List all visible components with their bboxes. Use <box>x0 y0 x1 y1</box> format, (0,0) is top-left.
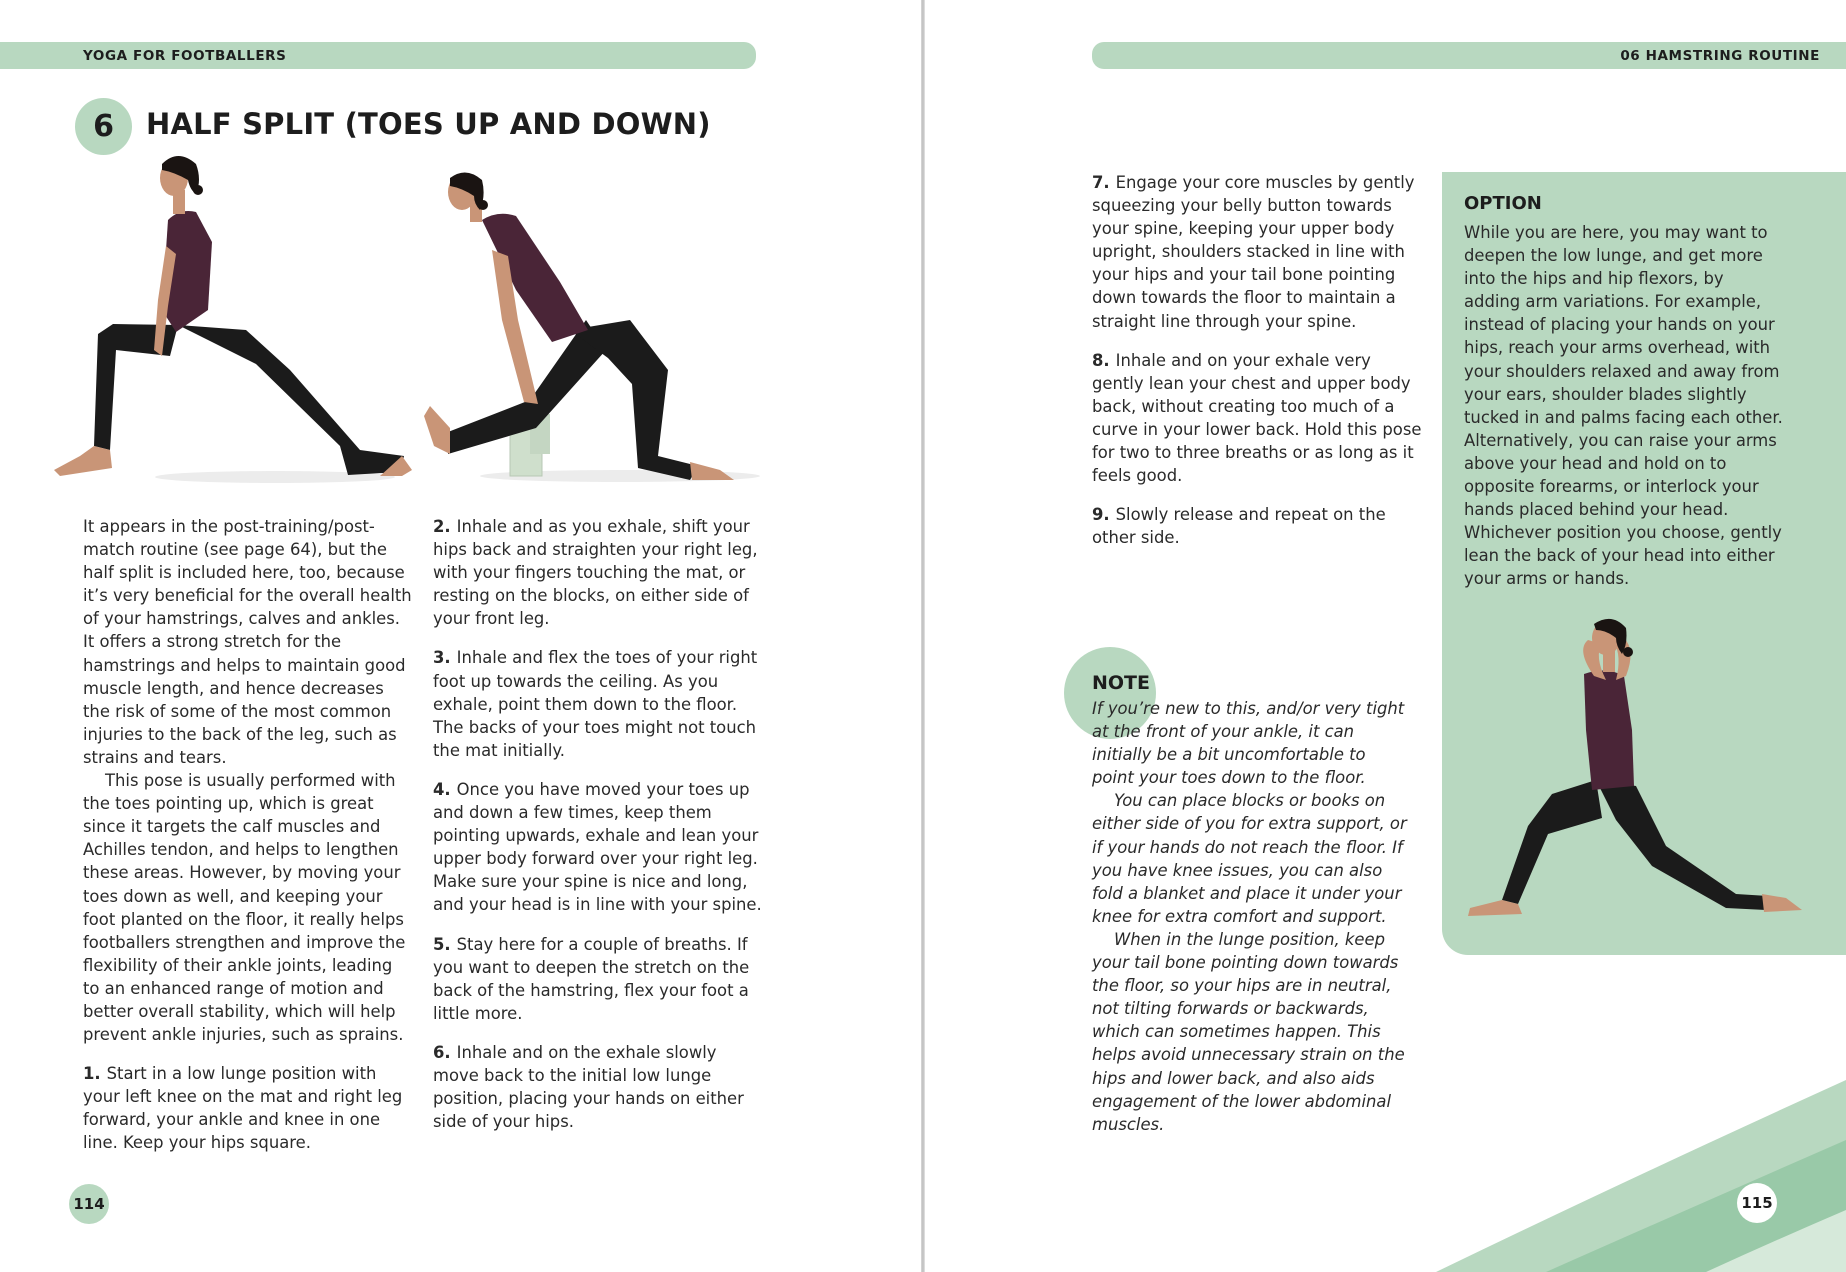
step-3: 3. Inhale and flex the toes of your right foot up towards the ceiling. As you exhale, point them down to the floor. The backs of your toes might not touch the mat initially. <box>433 648 758 760</box>
step-8: 8. Inhale and on your exhale very gently lean your chest and upper body back, without creating too much of a curve in your lower back. Hold this pose for two to three breaths or as long as it feels good. <box>1092 350 1422 486</box>
lunge-arms-behind-head-photo <box>1456 610 1816 930</box>
right-page <box>926 0 1846 1272</box>
page-number: 115 <box>1737 1183 1777 1223</box>
step-1: 1. Start in a low lunge position with your left knee on the mat and right leg forward, your ankle and knee in one line. Keep your hips square. <box>83 1064 403 1153</box>
step-2: 2. Inhale and as you exhale, shift your hips back and straighten your right leg, with your fingers touching the mat, or resting on the blocks, on either side of your front leg. <box>433 517 758 629</box>
step-number-badge: 6 <box>75 98 132 155</box>
note-paragraph: You can place blocks or books on either side of you for extra support, or if your hands do not reach the floor. If you have knee issues, you can also fold a blanket and place it under your knee for extra comfort and support. <box>1092 791 1407 926</box>
option-text: While you are here, you may want to deepen the low lunge, and get more into the hips and hip flexors, by adding arm variations. For example, instead of placing your hands on your hips, reach your arms overhead, with your shoulders relaxed and away from your ears, shoulder blades slightly tucked in and palms facing each other. Alternatively, you can raise your arms above your head and hold on to opposite forearms, or interlock your hands placed behind your head. Whichever position you choose, gently lean the back of your head into either your arms or hands. <box>1464 223 1783 589</box>
intro-column <box>83 515 413 1155</box>
step-4: 4. Once you have moved your toes up and down a few times, keep them pointing upwards, exhale and lean your upper body forward over your right leg. Make sure your spine is nice and long, and your head is in line with your spine. <box>433 779 762 915</box>
step-5: 5. Stay here for a couple of breaths. If you want to deepen the stretch on the back of the hamstring, flex your foot a little more. <box>433 934 750 1023</box>
book-gutter <box>921 0 925 1272</box>
note-title: NOTE <box>1092 672 1150 694</box>
right-header-text: 06 HAMSTRING ROUTINE <box>1620 48 1820 64</box>
option-title: OPTION <box>1464 193 1542 214</box>
intro-paragraph: It appears in the post-training/post-match routine (see page 64), but the half split is included here, too, because it’s very beneficial for the overall health of your hamstrings, calves and ankles. It offers a strong stretch for the hamstrings and helps to maintain good muscle length, and hence decreases the risk of some of the most common injuries to the back of the leg, such as strains and tears. <box>83 517 412 767</box>
half-split-photo <box>420 170 770 500</box>
note-paragraph: When in the lunge position, keep your tail bone pointing down towards the floor, so your hips are in neutral, not tilting forwards or backwards, which can sometimes happen. This helps avoid unnecessary strain on the hips and lower back, and also aids engagement of the lower abdominal muscles. <box>1092 929 1405 1134</box>
left-header-bar <box>0 42 756 69</box>
note-text <box>1092 697 1412 1136</box>
step-7: 7. Engage your core muscles by gently squeezing your belly button towards your spine, keeping your upper body upright, shoulders stacked in line with your hips and your tail bone pointing down towards the floor to maintain a straight line through your spine. <box>1092 173 1415 331</box>
step-6: 6. Inhale and on the exhale slowly move back to the initial low lunge position, placing your hands on either side of your hips. <box>433 1042 744 1132</box>
low-lunge-photo <box>50 150 420 490</box>
page-title: HALF SPLIT (TOES UP AND DOWN) <box>146 107 711 141</box>
right-header-bar <box>1092 42 1846 69</box>
left-header-text: YOGA FOR FOOTBALLERS <box>83 48 287 64</box>
steps-column <box>433 515 763 1133</box>
intro-paragraph: This pose is usually performed with the toes pointing up, which is great since it targets the calf muscles and Achilles tendon, and helps to lengthen these areas. However, by moving your toes down as well, and keeping your foot planted on the floor, it really helps footballers strengthen and improve the flexibility of their ankle joints, leading to an enhanced range of motion and better overall stability, which will help prevent ankle injuries, such as sprains. <box>83 771 406 1045</box>
note-paragraph: If you’re new to this, and/or very tight at the front of your ankle, it can initially be a bit uncomfortable to point your toes down to the floor. <box>1092 699 1405 788</box>
step-9: 9. Slowly release and repeat on the other side. <box>1092 505 1386 548</box>
continued-steps-column <box>1092 171 1422 549</box>
page-number: 114 <box>69 1184 109 1224</box>
